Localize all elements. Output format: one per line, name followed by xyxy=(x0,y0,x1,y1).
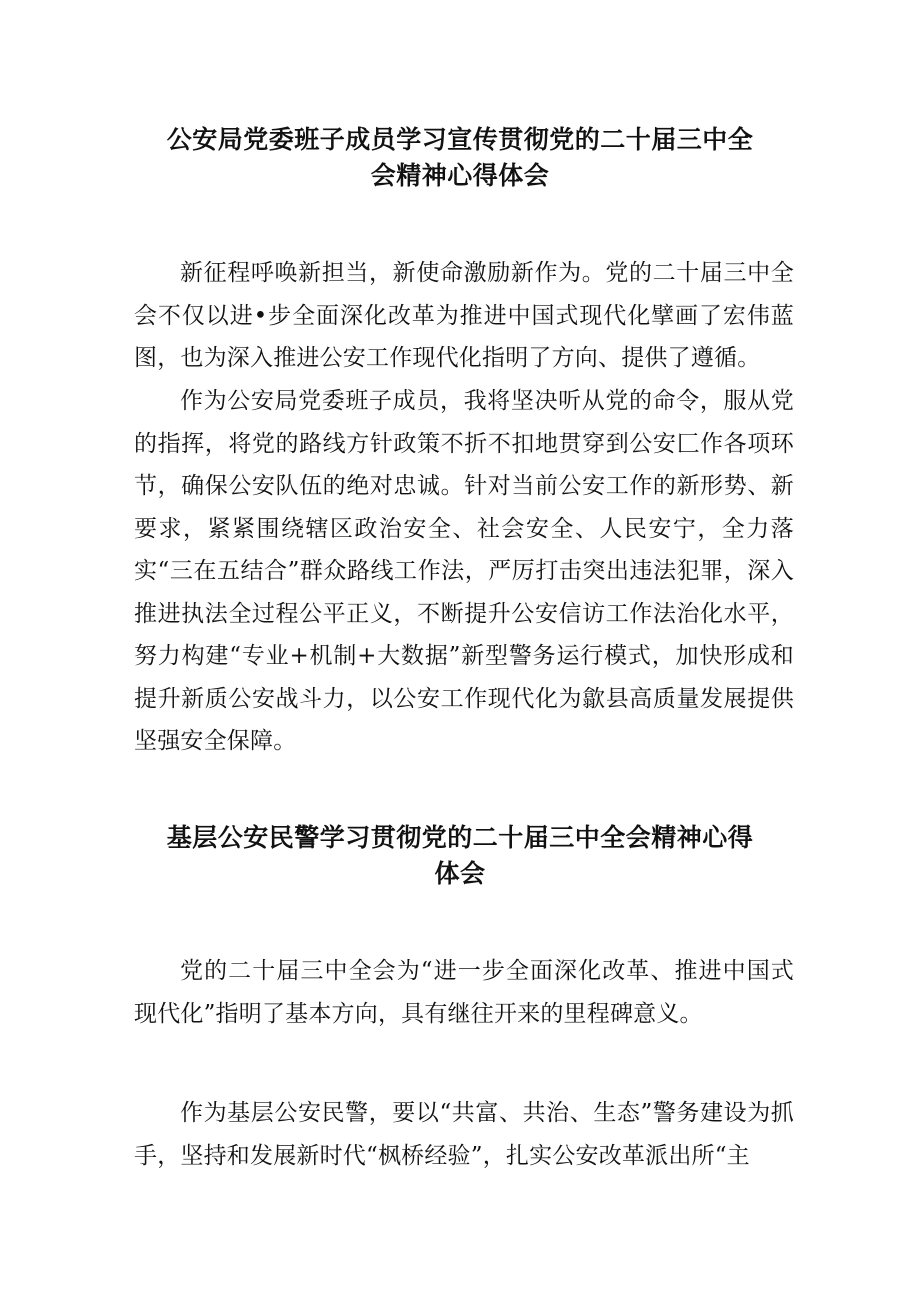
section-1-title-line-1: 公安局党委班子成员学习宣传贯彻党的二十届三中全 xyxy=(166,125,754,154)
section-1-paragraph-2: 作为公安局党委班子成员，我将坚决听从党的命令，服从党的指挥，将党的路线方针政策不折不扣地贯穿到公安匚作各项环节，确保公安队伍的绝对忠诚。针对当前公安工作的新形势、新要求，紧紧围绕辖区政治安全、社会安全、人民安宁，全力落实“三在五结合”群众路线工作法，严厉打击突出违法犯罪，深入推进执法全过程公平正义，不断提升公安信访工作法治化水平，努力构建“专业+机制+大数据”新型警务运行模式，加快形成和提升新质公安战斗力，以公安工作现代化为歙县高质量发展提供坚强安全保障。 xyxy=(134,388,794,754)
section-2-title-line-1: 基层公安民警学习贯彻党的二十届三中全会精神心得 xyxy=(166,823,754,852)
section-1-paragraph-1: 新征程呼唤新担当，新使命激励新作为。党的二十届三中全会不仅以进•步全面深化改革为推进中国式现代化擘画了宏伟蓝图，也为深入推进公安工作现代化指明了方向、提供了遵循。 xyxy=(134,260,794,371)
section-2-paragraph-2: 作为基层公安民警，要以“共富、共治、生态”警务建设为抓手，坚持和发展新时代“枫桥经验”，扎实公安改革派出所“主 xyxy=(134,1100,794,1169)
section-1-title-line-2: 会精神心得体会 xyxy=(370,161,550,190)
section-2-title xyxy=(0,820,920,892)
section-2-title-line-2: 体会 xyxy=(434,859,486,888)
section-2-paragraph-1: 党的二十届三中全会为“进一步全面深化改革、推进中国式现代化”指明了基本方向，具有继往开来的里程碑意义。 xyxy=(134,958,794,1027)
section-1-title xyxy=(0,122,920,194)
